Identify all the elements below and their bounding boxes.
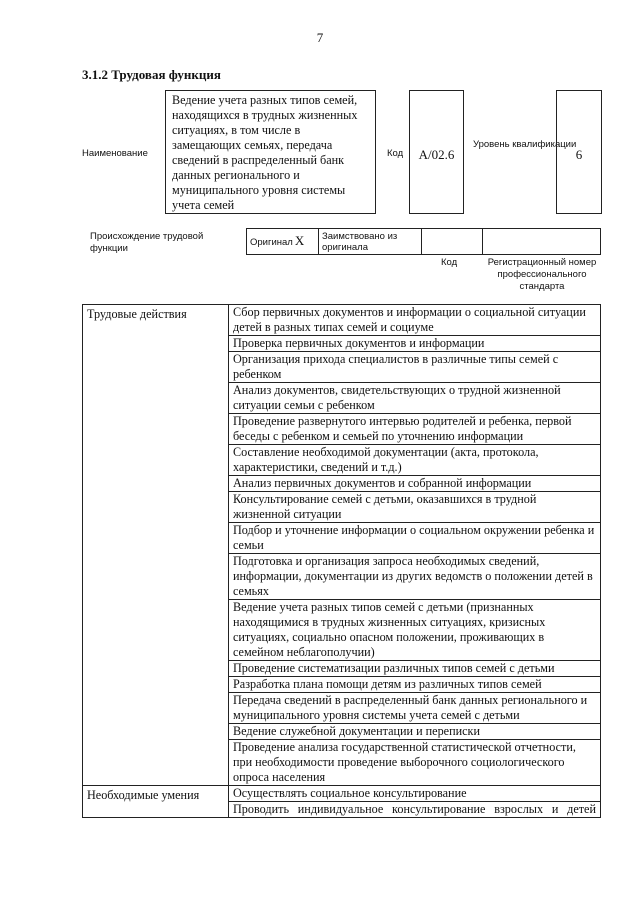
origin-original-mark: X — [294, 233, 305, 248]
labor-action-text: Передача сведений в распределенный банк данных регионального и муниципального уровня системы учета семей с детьми — [229, 693, 601, 724]
labor-action-text: Организация прихода специалистов в различные типы семей с ребенком — [229, 352, 601, 383]
origin-borrowed-cell — [319, 229, 422, 255]
code-caption: Код — [441, 257, 458, 268]
labor-action-text: Проведение анализа государственной статистической отчетности, при необходимости проведение выборочного социологического опроса населения — [229, 740, 601, 786]
origin-label: Происхождение трудовой функции — [90, 231, 204, 254]
reg-number-caption: Регистрационный номер профессионального стандарта — [487, 257, 597, 292]
qualification-level-label: Уровень квалификации — [473, 139, 577, 150]
labor-action-text: Проведение систематизации различных типов семей с детьми — [229, 661, 601, 677]
origin-code-cell — [422, 229, 483, 255]
page-number: 7 — [316, 30, 324, 45]
labor-action-text: Ведение служебной документации и переписки — [229, 724, 601, 740]
labor-actions-header: Трудовые действия — [83, 305, 229, 786]
labor-function-table — [82, 304, 601, 818]
labor-action-text: Сбор первичных документов и информации о социальной ситуации детей в разных типах семей и социуме — [229, 305, 601, 336]
naming-label: Наименование — [82, 148, 148, 159]
origin-reg-number-cell — [483, 229, 601, 255]
labor-action-row — [83, 305, 601, 336]
skill-text: Осуществлять социальное консультирование — [229, 786, 601, 802]
labor-action-text: Проведение развернутого интервью родителей и ребенка, первой беседы с ребенком и семьей по уточнению информации — [229, 414, 601, 445]
skills-header: Необходимые умения — [83, 786, 229, 818]
skill-text: Проводить индивидуальное консультирование взрослых и детей — [229, 802, 601, 818]
labor-action-text: Ведение учета разных типов семей с детьми (признанных находящимися в трудных жизненных ситуациях, кризисных ситуациях, социально опасном положении, проживающих в семейном неблагополучии) — [229, 600, 601, 661]
labor-action-text: Консультирование семей с детьми, оказавшихся в трудной жизненной ситуации — [229, 492, 601, 523]
function-name-box: Ведение учета разных типов семей, находящихся в трудных жизненных ситуациях, в том числе в замещающих семьях, передача сведений в распределенный банк данных регионального и муниципального уровня системы учета семей — [165, 90, 376, 214]
origin-original-label: Оригинал — [250, 237, 293, 248]
labor-action-text: Подготовка и организация запроса необходимых сведений, информации, документации из других ведомств о положении детей в семьях — [229, 554, 601, 600]
labor-action-text: Анализ первичных документов и собранной информации — [229, 476, 601, 492]
labor-action-text: Анализ документов, свидетельствующих о трудной жизненной ситуации семьи с ребенком — [229, 383, 601, 414]
code-value: A/02.6 — [409, 90, 464, 214]
origin-original-cell — [247, 229, 319, 255]
skill-row — [83, 786, 601, 802]
labor-action-text: Проверка первичных документов и информации — [229, 336, 601, 352]
section-title: 3.1.2 Трудовая функция — [82, 67, 221, 82]
labor-action-text: Составление необходимой документации (акта, протокола, характеристики, сведений и т.д.) — [229, 445, 601, 476]
labor-action-text: Разработка плана помощи детям из различных типов семей — [229, 677, 601, 693]
origin-borrowed-label: Заимствовано из оригинала — [322, 230, 398, 253]
labor-action-text: Подбор и уточнение информации о социальном окружении ребенка и семьи — [229, 523, 601, 554]
origin-table — [246, 228, 601, 255]
code-label: Код — [387, 148, 404, 159]
qualification-level-value: 6 — [556, 90, 602, 214]
